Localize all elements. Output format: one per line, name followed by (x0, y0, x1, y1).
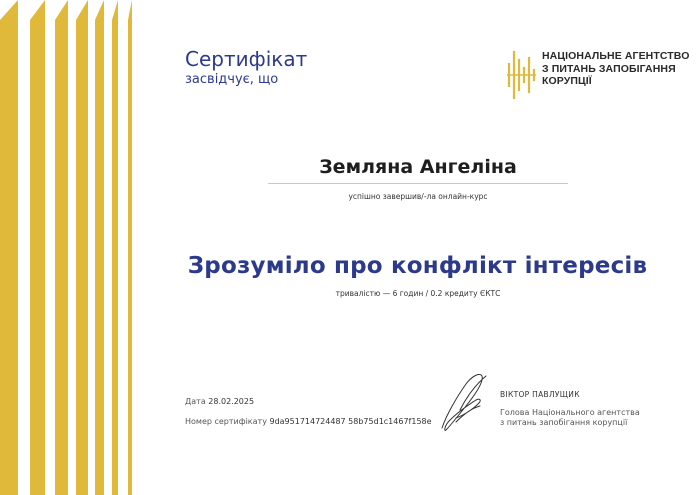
number-value: 9da951714724487 58b75d1c1467f158e (269, 417, 432, 426)
stripe-2 (30, 0, 45, 495)
title-block (185, 47, 307, 88)
completion-text: успішно завершив/-ла онлайн-курс (348, 192, 488, 201)
stripe-1 (0, 0, 18, 495)
course-duration: тривалістю — 6 годин / 0.2 кредиту ЄКТС (335, 289, 501, 298)
handwritten-signature (436, 370, 494, 434)
decorative-stripes (0, 0, 140, 495)
issuer-line-3: КОРУПЦІЇ (542, 75, 592, 87)
certificate-subtitle: засвідчує, що (185, 72, 279, 87)
stripe-5 (95, 0, 104, 495)
certificate-title: Сертифікат (185, 47, 308, 71)
name-underline (268, 183, 568, 184)
stripe-4 (76, 0, 88, 495)
recipient-name: Земляна Ангеліна (319, 156, 517, 178)
date-label: Дата (185, 397, 206, 406)
issuer-line-2: З ПИТАНЬ ЗАПОБІГАННЯ (542, 62, 676, 75)
stripe-6 (112, 0, 118, 495)
issuer-line-1: НАЦІОНАЛЬНЕ АГЕНТСТВО (542, 50, 690, 62)
number-label: Номер сертифікату (185, 417, 267, 426)
date-row (185, 397, 254, 406)
nazk-logo-icon (507, 50, 537, 100)
stripe-3 (55, 0, 68, 495)
stripe-7 (128, 0, 132, 495)
signer-role-line-2: з питань запобігання корупції (500, 418, 628, 427)
number-row (185, 417, 432, 426)
issuer-name (542, 50, 690, 88)
signer-name: ВІКТОР ПАВЛУЩИК (500, 390, 580, 399)
signer-role-line-1: Голова Національного агентства (500, 408, 640, 417)
date-value: 28.02.2025 (208, 397, 255, 406)
course-title: Зрозуміло про конфлікт інтересів (187, 253, 648, 279)
signer-role (500, 408, 640, 428)
issuer-logo (507, 50, 690, 100)
